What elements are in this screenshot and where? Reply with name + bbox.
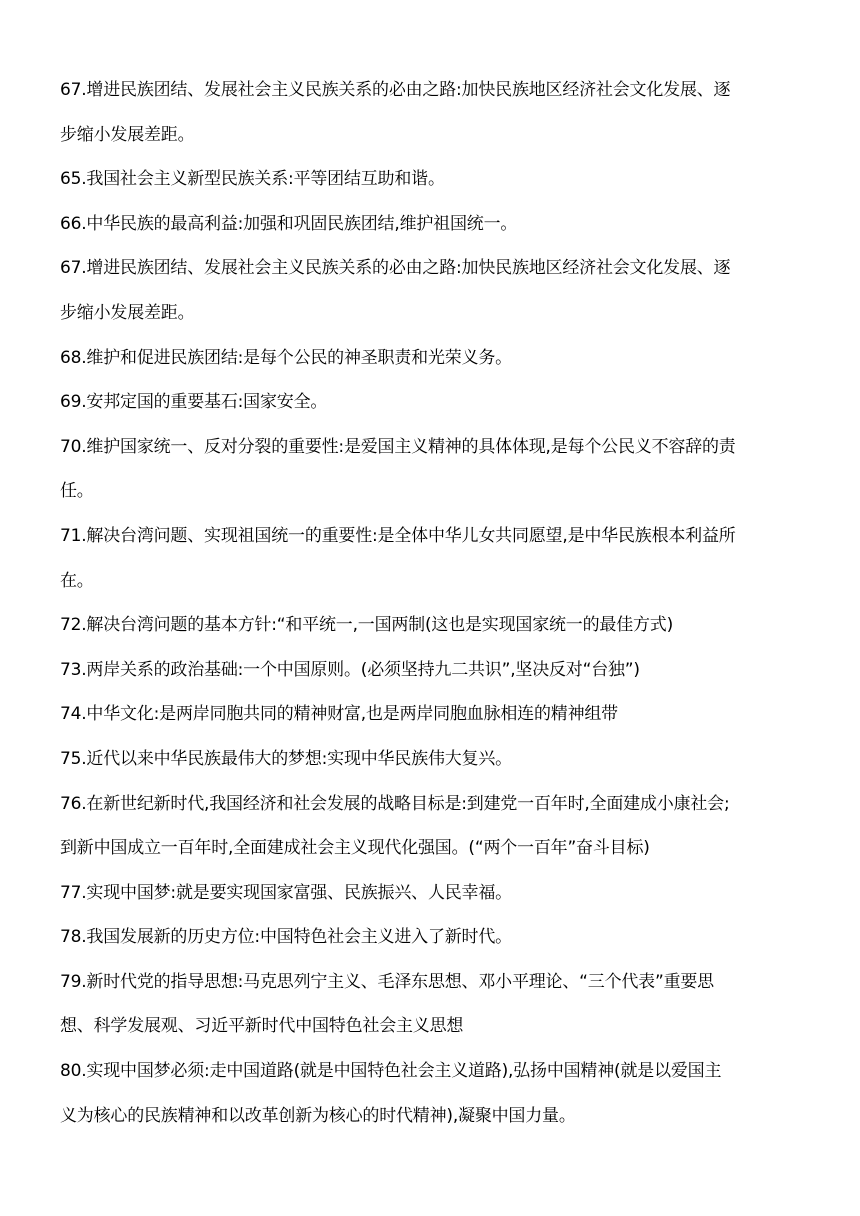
text-line: 80.实现中国梦必须:走中国道路(就是中国特色社会主义道路),弘扬中国精神(就是以爱国主 — [60, 1061, 722, 1082]
text-line: 75.近代以来中华民族最伟大的梦想:实现中华民族伟大复兴。 — [60, 748, 512, 769]
text-line: 77.实现中国梦:就是要实现国家富强、民族振兴、人民幸福。 — [60, 882, 512, 903]
text-line: 76.在新世纪新时代,我国经济和社会发展的战略目标是:到建党一百年时,全面建成小康社会; — [60, 793, 730, 814]
text-line: 步缩小发展差距。 — [60, 124, 195, 145]
text-line: 69.安邦定国的重要基石:国家安全。 — [60, 392, 328, 413]
text-line: 79.新时代党的指导思想:马克思列宁主义、毛泽东思想、邓小平理论、“三个代表”重要思 — [60, 971, 714, 992]
text-line: 70.维护国家统一、反对分裂的重要性:是爱国主义精神的具体体现,是每个公民义不容辞的责 — [60, 436, 736, 457]
text-line: 任。 — [60, 481, 94, 502]
text-line: 到新中国成立一百年时,全面建成社会主义现代化强国。(“两个一百年”奋斗目标) — [60, 838, 650, 859]
text-line: 68.维护和促进民族团结:是每个公民的神圣职责和光荣义务。 — [60, 347, 512, 368]
text-line: 义为核心的民族精神和以改革创新为核心的时代精神),凝聚中国力量。 — [60, 1105, 576, 1126]
text-line: 在。 — [60, 570, 94, 591]
text-line: 72.解决台湾问题的基本方针:“和平统一,一国两制(这也是实现国家统一的最佳方式) — [60, 615, 674, 636]
text-line: 66.中华民族的最高利益:加强和巩固民族团结,维护祖国统一。 — [60, 213, 518, 234]
text-line: 65.我国社会主义新型民族关系:平等团结互助和谐。 — [60, 169, 445, 190]
text-line: 71.解决台湾问题、实现祖国统一的重要性:是全体中华儿女共同愿望,是中华民族根本利益所 — [60, 525, 736, 546]
text-line: 67.增进民族团结、发展社会主义民族关系的必由之路:加快民族地区经济社会文化发展、逐 — [60, 80, 731, 100]
text-line: 78.我国发展新的历史方位:中国特色社会主义进入了新时代。 — [60, 927, 512, 948]
text-line: 74.中华文化:是两岸同胞共同的精神财富,也是两岸同胞血脉相连的精神组带 — [60, 704, 618, 725]
text-line: 73.两岸关系的政治基础:一个中国原则。(必须坚持九二共识”,坚决反对“台独”) — [60, 659, 640, 680]
text-line: 步缩小发展差距。 — [60, 302, 195, 323]
document-body — [60, 68, 802, 1138]
text-line: 67.增进民族团结、发展社会主义民族关系的必由之路:加快民族地区经济社会文化发展、逐 — [60, 258, 731, 279]
text-line: 想、科学发展观、习近平新时代中国特色社会主义思想 — [60, 1016, 464, 1037]
